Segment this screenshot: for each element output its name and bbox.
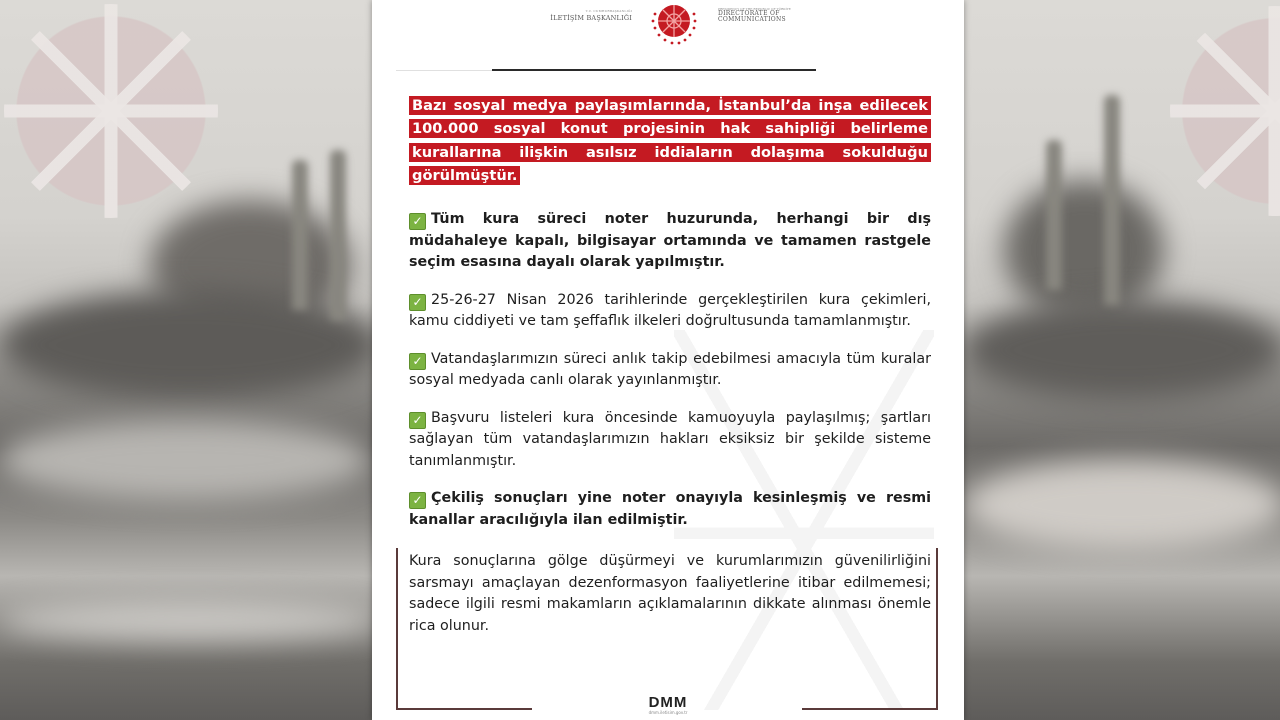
frame-line <box>396 548 398 710</box>
check-mark-icon: ✓ <box>409 353 426 370</box>
list-item <box>409 408 931 473</box>
dmm-url: dmm.iletisim.gov.tr <box>648 710 688 715</box>
org-name-turkish <box>536 10 632 22</box>
list-item <box>409 290 931 333</box>
background-photo-left <box>0 0 372 720</box>
check-mark-icon: ✓ <box>409 213 426 230</box>
list-item <box>409 209 931 274</box>
list-item-text: Başvuru listeleri kura öncesinde kamuoyuyla paylaşılmış; şartları sağlayan tüm vatandaşlarımızın hakları eksiksiz bir şekilde sisteme tanımlanmıştır. <box>409 409 931 469</box>
frame-line <box>936 548 938 710</box>
dmm-logo-text: DMM <box>648 694 688 711</box>
list-item-text: Tüm kura süreci noter huzurunda, herhangi bir dış müdahaleye kapalı, bilgisayar ortamında ve tamamen rastgele seçim esasına dayalı olarak yapılmıştır. <box>409 211 931 271</box>
dmm-logo <box>630 696 706 716</box>
list-item <box>409 488 931 531</box>
emblem-watermark-left <box>4 4 218 218</box>
org-name-en-line2: COMMUNICATIONS <box>718 16 786 24</box>
iletisim-emblem-icon <box>648 0 700 48</box>
document-header <box>372 0 964 52</box>
org-name-english <box>718 8 828 24</box>
frame-line <box>802 708 938 710</box>
org-name-en-small: PRESIDENCY OF THE REPUBLIC OF TÜRKİYE <box>718 7 791 11</box>
list-item <box>409 349 931 392</box>
background-photo-right <box>964 0 1280 720</box>
headline-text: Bazı sosyal medya paylaşımlarında, İstanbul’da inşa edilecek 100.000 sosyal konut projesinin hak sahipliği belirleme kurallarına ilişkin asılsız iddiaların dolaşıma sokulduğu görülmüştür. <box>409 96 931 185</box>
closing-paragraph: Kura sonuçlarına gölge düşürmeyi ve kurumlarımızın güvenilirliğini sarsmayı amaçlayan dezenformasyon faaliyetlerine itibar edilmemesi; sadece ilgili resmi makamların açıklamalarının dikkate alınması önemle rica olunur. <box>409 553 931 634</box>
header-divider <box>492 69 816 71</box>
frame-line <box>396 708 532 710</box>
org-name-en-line1: DIRECTORATE OF <box>718 10 780 18</box>
list-item-text: Çekiliş sonuçları yine noter onayıyla kesinleşmiş ve resmi kanallar aracılığıyla ilan edilmiştir. <box>409 490 931 528</box>
statement-document <box>372 0 964 720</box>
check-mark-icon: ✓ <box>409 294 426 311</box>
list-item-text: 25-26-27 Nisan 2026 tarihlerinde gerçekleştirilen kura çekimleri, kamu ciddiyeti ve tam şeffaflık ilkeleri doğrultusunda tamamlanmıştır. <box>409 291 931 330</box>
list-item-text: Vatandaşlarımızın süreci anlık takip edebilmesi amacıyla tüm kuralar sosyal medyada canlı olarak yayınlanmıştır. <box>409 350 931 389</box>
statement-body <box>409 94 931 637</box>
org-name-small: T.C. CUMHURBAŞKANLIĞI <box>585 9 632 13</box>
check-mark-icon: ✓ <box>409 492 426 509</box>
org-name: İLETİŞİM BAŞKANLIĞI <box>550 14 632 22</box>
frame-line <box>396 70 494 71</box>
headline-banner <box>409 94 931 187</box>
check-mark-icon: ✓ <box>409 412 426 429</box>
